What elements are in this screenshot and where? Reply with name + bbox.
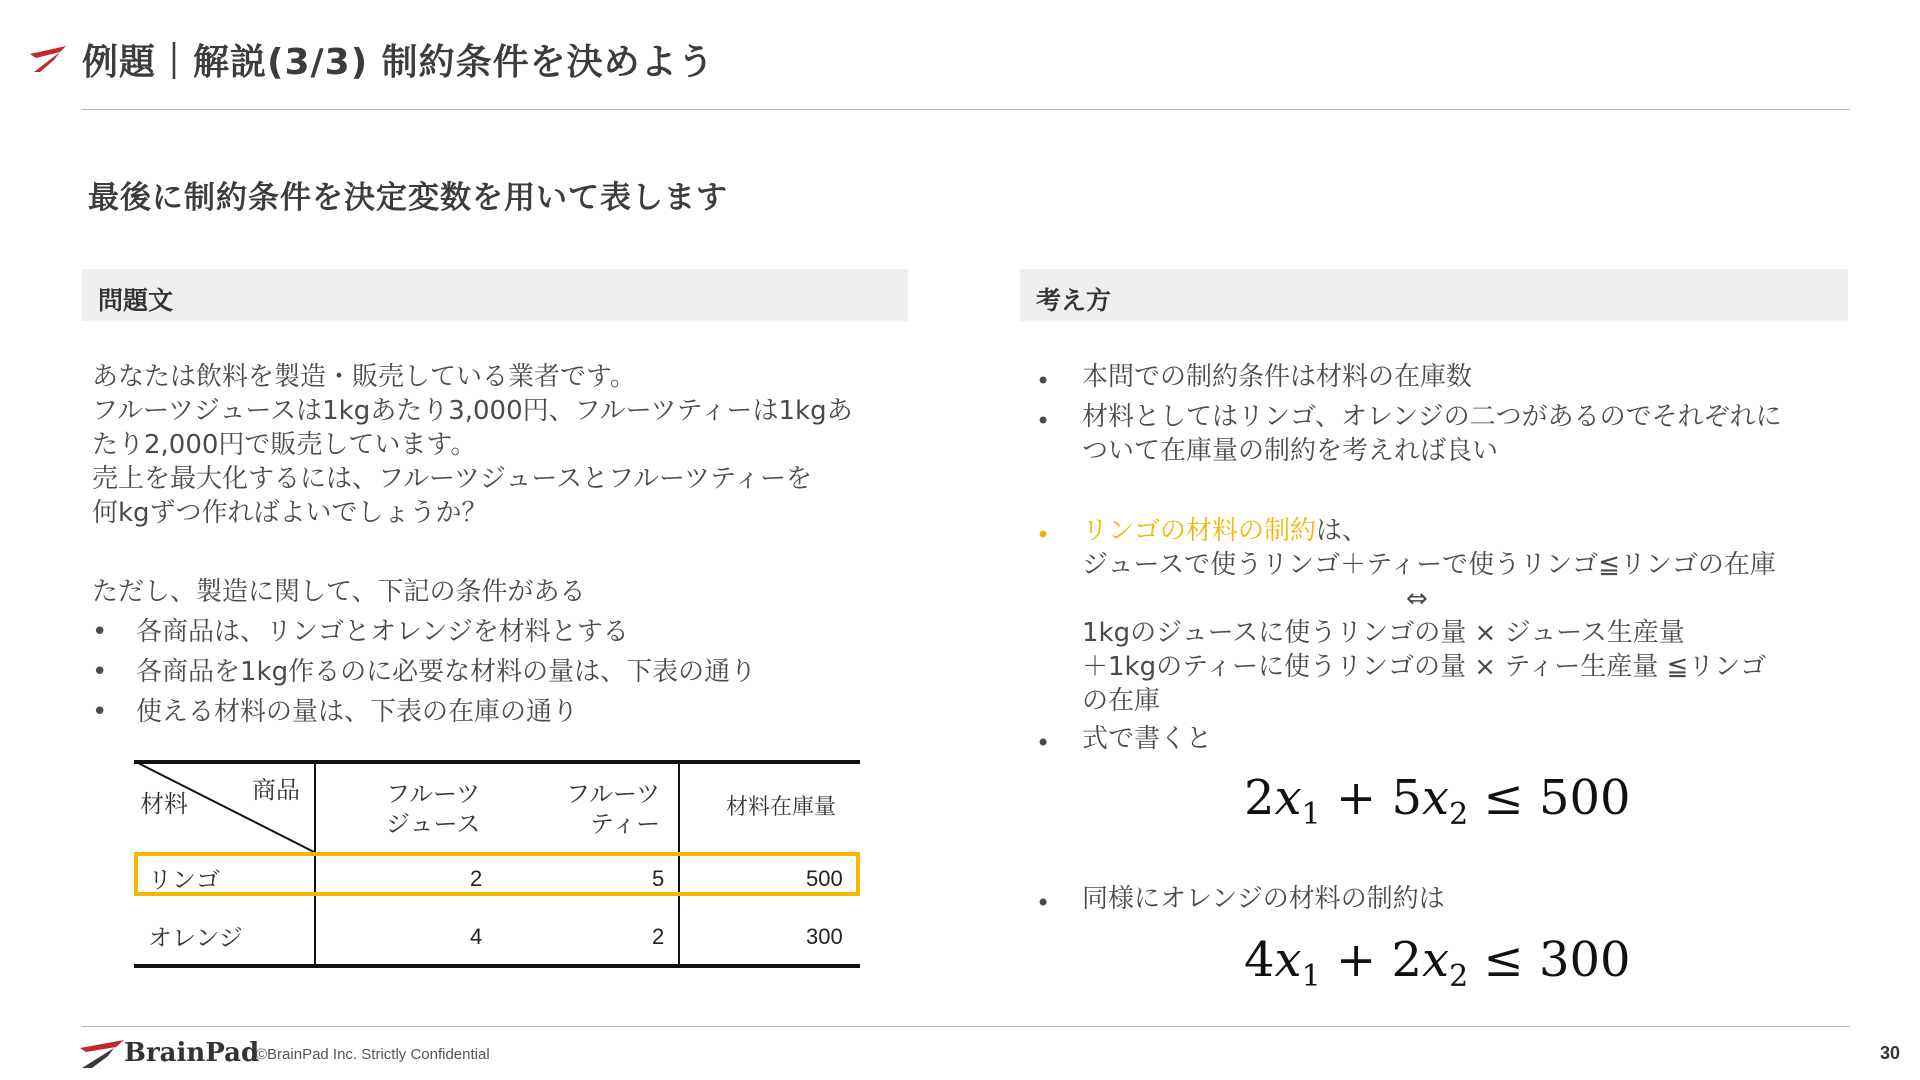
bullet-dot-highlight: •	[1036, 521, 1051, 549]
bullet-dot: •	[92, 617, 108, 647]
approach-bullet-3	[1082, 514, 1368, 548]
table-bottom-rule	[134, 964, 860, 968]
eq1-var2: x	[1422, 770, 1450, 826]
apple-constraint-suffix: は、	[1316, 516, 1369, 546]
orange-constraint-equation	[1244, 932, 1631, 994]
page-title: 例題｜解説(3/3) 制約条件を決めよう	[82, 42, 715, 83]
row-apple-stock: 500	[806, 866, 843, 891]
bullet-dot: •	[1036, 407, 1051, 435]
condition-bullet: 各商品を1kg作るのに必要な材料の量は、下表の通り	[136, 657, 757, 687]
header-divider	[82, 109, 1850, 110]
problem-line: フルーツジュースは1kgあたり3,000円、フルーツティーは1kgあ	[92, 396, 853, 426]
eq2-var2: x	[1422, 932, 1450, 988]
apple-constraint-line-d: の在庫	[1082, 686, 1161, 716]
page-number: 30	[1880, 1043, 1901, 1063]
approach-heading-label: 考え方	[1036, 286, 1112, 315]
problem-heading-label: 問題文	[98, 286, 174, 315]
approach-bullet-5: 同様にオレンジの材料の制約は	[1082, 884, 1445, 914]
eq1-plus: +	[1335, 770, 1377, 826]
corner-product-label: 商品	[252, 776, 300, 804]
eq2-sub2: 2	[1449, 959, 1469, 994]
col-stock-header: 材料在庫量	[726, 795, 837, 820]
col-tea-line1: フルーツ	[566, 780, 661, 808]
problem-line: たり2,000円で販売しています。	[92, 430, 477, 460]
condition-bullet: 使える材料の量は、下表の在庫の通り	[136, 697, 579, 727]
row-orange-juice: 4	[470, 924, 483, 949]
condition-intro: ただし、製造に関して、下記の条件がある	[92, 577, 586, 607]
eq1-coef1: 2	[1244, 770, 1275, 826]
eq2-plus: +	[1335, 932, 1377, 988]
approach-bullet-4: 式で書くと	[1082, 724, 1213, 754]
eq2-coef2: 2	[1391, 932, 1423, 988]
eq2-rhs: 300	[1538, 932, 1631, 988]
eq1-sub1: 1	[1301, 797, 1321, 832]
problem-paragraph	[92, 360, 853, 530]
footer-copyright: ©BrainPad Inc. Strictly Confidential	[256, 1046, 490, 1063]
condition-bullet: 各商品は、リンゴとオレンジを材料とする	[136, 617, 629, 647]
footer-brand: BrainPad	[124, 1038, 260, 1068]
bullet-dot: •	[92, 657, 108, 687]
eq1-var1: x	[1274, 770, 1302, 826]
footer-divider	[82, 1026, 1850, 1027]
col-juice-line1: フルーツ	[386, 780, 481, 808]
problem-line: 何kgずつ作ればよいでしょうか？	[92, 498, 488, 528]
corner-material-label: 材料	[140, 790, 188, 818]
row-apple-name: リンゴ	[148, 866, 220, 894]
equivalence-symbol: ⇔	[1406, 584, 1428, 614]
eq2-var1: x	[1274, 932, 1302, 988]
approach-bullet-1: 本問での制約条件は材料の在庫数	[1082, 362, 1473, 392]
apple-constraint-line-a: ジュースで使うリンゴ＋ティーで使うリンゴ≦リンゴの在庫	[1082, 550, 1776, 580]
apple-constraint-equation	[1244, 770, 1631, 832]
problem-heading	[82, 269, 908, 321]
approach-heading	[1020, 269, 1848, 321]
row-apple-tea: 5	[652, 866, 665, 891]
bullet-dot: •	[1036, 889, 1051, 917]
brand-logo-icon	[30, 46, 66, 72]
bullet-dot: •	[1036, 729, 1051, 757]
row-orange-name: オレンジ	[148, 924, 243, 952]
bullet-dot: •	[92, 697, 108, 727]
material-table	[134, 760, 860, 968]
eq1-sub2: 2	[1449, 797, 1469, 832]
apple-row-highlight	[134, 852, 860, 896]
condition-block	[92, 575, 912, 735]
row-apple-juice: 2	[470, 866, 483, 891]
bullet-dot: •	[1036, 367, 1051, 395]
eq1-leq: ≤	[1483, 770, 1524, 826]
apple-constraint-line-c: ＋1kgのティーに使うリンゴの量 × ティー生産量 ≦リンゴ	[1082, 652, 1767, 682]
page-subtitle: 最後に制約条件を決定変数を用いて表します	[88, 180, 728, 216]
eq2-leq: ≤	[1483, 932, 1524, 988]
col-juice-line2: ジュース	[386, 810, 481, 838]
approach-bullet-2b: ついて在庫量の制約を考えれば良い	[1082, 436, 1499, 466]
col-tea-line2: ティー	[590, 810, 661, 838]
eq1-rhs: 500	[1538, 770, 1631, 826]
problem-line: 売上を最大化するには、フルーツジュースとフルーツティーを	[92, 464, 812, 494]
apple-constraint-highlight: リンゴの材料の制約	[1082, 516, 1317, 546]
eq2-sub1: 1	[1301, 959, 1321, 994]
eq1-coef2: 5	[1391, 770, 1423, 826]
row-orange-stock: 300	[806, 924, 843, 949]
row-orange-tea: 2	[652, 924, 665, 949]
eq2-coef1: 4	[1244, 932, 1275, 988]
approach-bullet-2a: 材料としてはリンゴ、オレンジの二つがあるのでそれぞれに	[1082, 402, 1782, 432]
problem-line: あなたは飲料を製造・販売している業者です。	[92, 362, 636, 392]
apple-constraint-line-b: 1kgのジュースに使うリンゴの量 × ジュース生産量	[1082, 618, 1685, 648]
footer-logo-icon	[80, 1038, 124, 1070]
